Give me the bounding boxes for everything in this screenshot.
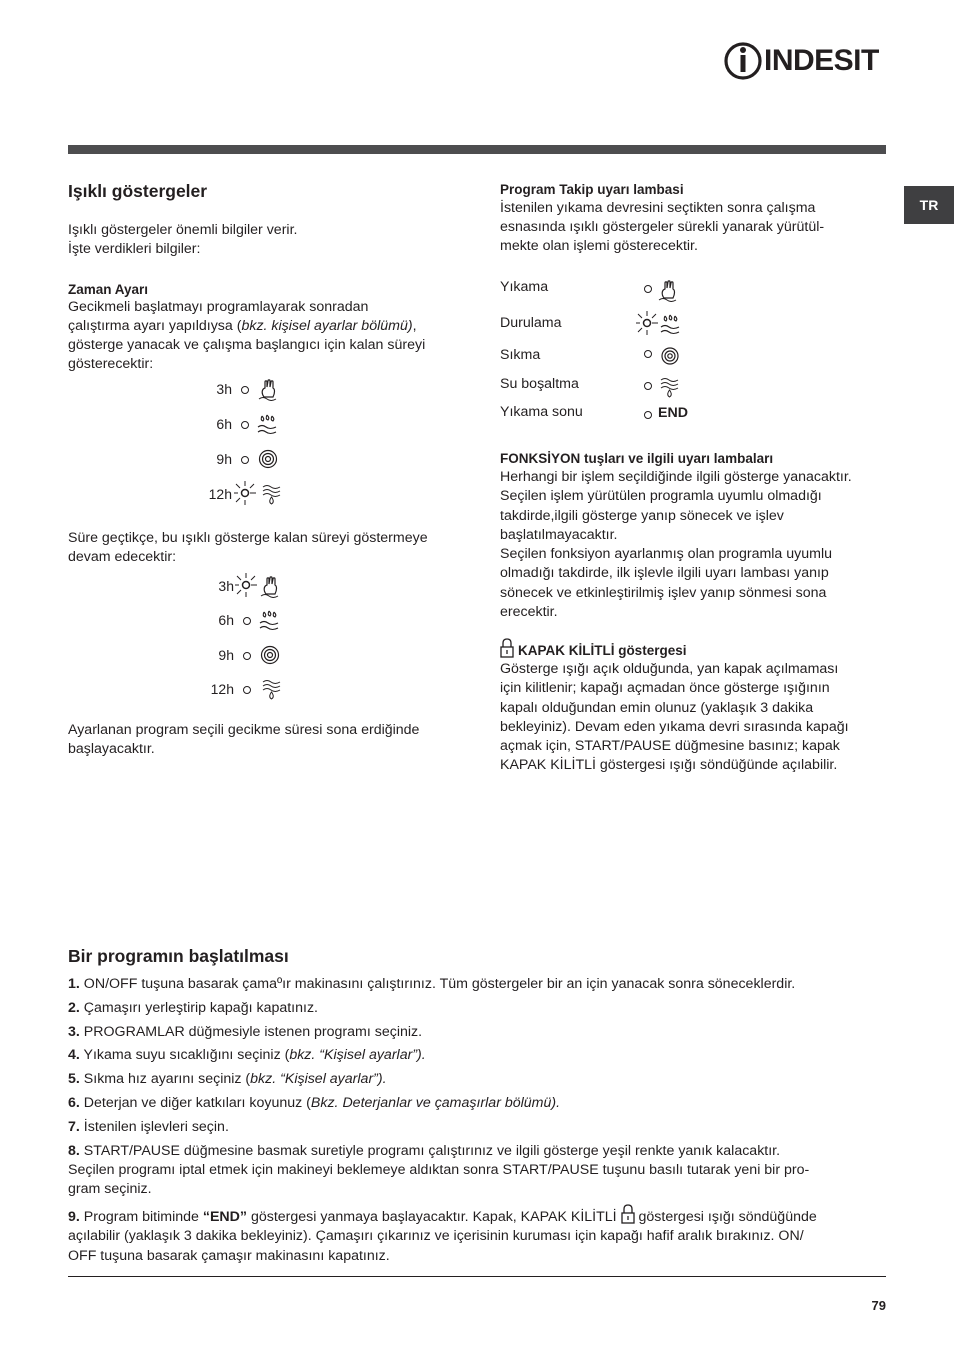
section-title-start-program: Bir programın başlatılması	[68, 946, 289, 966]
spin-icon	[258, 643, 282, 667]
hour-label: 12h	[208, 486, 232, 502]
function-keys-text	[500, 468, 900, 622]
rinse-icon	[659, 312, 683, 336]
hour-label: 12h	[210, 681, 234, 697]
indicator-led	[644, 411, 652, 419]
step-9-line-3: OFF tuşuna basarak çamaşır makinasını kapatınız.	[68, 1247, 390, 1264]
hour-label: 9h	[216, 451, 232, 467]
rinse-icon	[256, 412, 280, 436]
indicator-led	[644, 350, 652, 358]
timer-line-3: gösterge yanacak ve çalışma başlangıcı için kalan süreyi	[68, 337, 426, 353]
indicator-led	[243, 686, 251, 694]
phase-label: Yıkama	[500, 279, 549, 295]
hour-label: 6h	[218, 612, 234, 628]
text-line: için kilitlenir; kapağı açmadan önce gösterge ışığının	[500, 680, 830, 697]
logo-i-icon	[724, 40, 762, 82]
language-tab: TR	[904, 186, 954, 224]
step-2: 2. Çamaşırı yerleştirip kapağı kapatınız.	[68, 999, 318, 1016]
drain-icon	[260, 677, 284, 701]
text-line: kapalı olduğundan emin olunuz (yaklaşık 3 dakika	[500, 699, 814, 716]
step-3: 3. PROGRAMLAR düğmesiyle istenen programı seçiniz.	[68, 1023, 423, 1040]
program-tracking-heading: Program Takip uyarı lambasi	[500, 182, 684, 197]
text-line: Herhangi bir işlem seçildiğinde ilgili gösterge yanacaktır.	[500, 469, 852, 485]
hour-label: 9h	[218, 647, 234, 663]
indicator-led	[241, 421, 249, 429]
lock-icon	[500, 638, 514, 658]
brand-logo	[724, 40, 889, 82]
blinking-led-icon	[233, 480, 257, 506]
spin-icon	[256, 447, 280, 471]
step-6: 6. Deterjan ve diğer katkıları koyunuz (Bkz. Deterjanlar ve çamaşırlar bölümü).	[68, 1094, 561, 1111]
footer-rule	[68, 1276, 886, 1277]
section-title-indicators: Işıklı göstergeler	[68, 181, 208, 201]
mid-line-2: devam edecektir:	[68, 549, 177, 565]
drain-icon	[260, 482, 284, 506]
blinking-led-icon	[234, 572, 258, 598]
brand-logo-text: INDESIT	[764, 44, 879, 77]
step-4: 4. Yıkama suyu sıcaklığını seçiniz (bkz. “Kişisel ayarlar”).	[68, 1047, 426, 1064]
text-line: açmak için, START/PAUSE düğmesine basınız; kapak	[500, 738, 840, 755]
timer-line-2: çalıştırma ayarı yapıldıysa (bkz. kişisel ayarlar bölümü),	[68, 318, 417, 334]
mid-line-1: Süre geçtikçe, bu ışıklı gösterge kalan süreyi göstermeye	[68, 530, 428, 546]
text-line: bekleyiniz). Devam eden yıkama devri sırasında kapağı	[500, 718, 849, 735]
timer-line-1: Gecikmeli başlatmayı programlayarak sonradan	[68, 299, 369, 315]
end-line-1: Ayarlanan program seçili gecikme süresi sona erdiğinde	[68, 722, 420, 738]
function-keys-heading: FONKSİYON tuşları ve ilgili uyarı lambaları	[500, 451, 774, 466]
door-lock-text	[500, 660, 900, 776]
prog-line-3: mekte olan işlemi gösterecektir.	[500, 238, 698, 254]
lock-icon	[621, 1204, 635, 1224]
step-8-line-2: Seçilen programı iptal etmek için makineyi beklemeye aldıktan sonra START/PAUSE tuşunu basılı tutarak yeni bir pro-	[68, 1161, 810, 1178]
phase-label: Su boşaltma	[500, 376, 579, 392]
phase-label: Durulama	[500, 315, 562, 331]
step-9-line-2: açılabilir (yaklaşık 3 dakika bekleyiniz). Çamaşırı çıkarınız ve içerisinin kuruması için kapağı hafif aralık bırakınız. ON/	[68, 1228, 804, 1245]
blinking-led-icon	[635, 310, 659, 336]
text-line: Seçilen işlem yürütülen programla uyumlu olmadığı	[500, 488, 822, 505]
wash-hand-icon	[656, 278, 680, 302]
page-number: 79	[871, 1298, 886, 1313]
step-1: 1. ON/OFF tuşuna basarak çamaºır makinasını çalıştırınız. Tüm göstergeler bir an için yanacak sonra söneceklerdir.	[68, 976, 796, 992]
step-9: 9. Program bitiminde “END” göstergesi yanmaya başlayacaktır. Kapak, KAPAK KİLİTLİ göstergesi ışığı söndüğünde	[68, 1204, 886, 1227]
header-rule	[68, 145, 886, 154]
door-lock-heading	[500, 638, 900, 661]
timer-line-4: gösterecektir:	[68, 356, 154, 372]
step-8: 8. START/PAUSE düğmesine basmak suretiyle programı çalıştırınız ve ilgili gösterge yeşil renkte yanık kalacaktır.	[68, 1142, 781, 1159]
spin-icon	[658, 344, 682, 368]
text-line: başlatılmayacaktır.	[500, 526, 618, 543]
indicator-led	[243, 617, 251, 625]
text-line: KAPAK KİLİTLİ göstergesi ışığı söndüğünde açılabilir.	[500, 757, 838, 774]
indicator-led	[241, 456, 249, 464]
phase-label: Yıkama sonu	[500, 404, 583, 420]
indicator-led	[243, 652, 251, 660]
rinse-icon	[258, 608, 282, 632]
timer-heading: Zaman Ayarı	[68, 282, 149, 297]
start-steps-list	[68, 975, 886, 1270]
intro-line-1: Işıklı göstergeler önemli bilgiler verir.	[68, 222, 298, 238]
indicator-led	[241, 386, 249, 394]
indicator-led	[644, 285, 652, 293]
phase-label: Sıkma	[500, 347, 541, 363]
text-line: takdirde,ilgili gösterge yanıp sönecek ve işlev	[500, 507, 784, 524]
wash-hand-icon	[258, 574, 282, 598]
step-7: 7. İstenilen işlevleri seçin.	[68, 1118, 229, 1135]
text-line: Gösterge ışığı açık olduğunda, yan kapak açılmaması	[500, 661, 839, 677]
text-line: sönecek ve etkinleştirilmiş işlev yanıp sönmesi sona	[500, 584, 827, 601]
end-indicator-label: END	[658, 405, 688, 421]
drain-icon	[658, 375, 682, 399]
step-8-line-3: gram seçiniz.	[68, 1181, 152, 1198]
step-5: 5. Sıkma hız ayarını seçiniz (bkz. “Kişisel ayarlar”).	[68, 1071, 387, 1088]
hour-label: 3h	[218, 578, 234, 594]
indicator-led	[644, 382, 652, 390]
text-line: Seçilen fonksiyon ayarlanmış olan programla uyumlu	[500, 546, 832, 563]
intro-line-2: İşte verdikleri bilgiler:	[68, 241, 201, 257]
prog-line-1: İstenilen yıkama devresini seçtikten sonra çalışma	[500, 200, 816, 216]
prog-line-2: esnasında ışıklı göstergeler sürekli yanarak yürütül-	[500, 219, 825, 235]
wash-hand-icon	[256, 377, 280, 401]
door-lock-heading-text: KAPAK KİLİTLİ göstergesi	[517, 643, 687, 658]
text-line: erecektir.	[500, 604, 558, 621]
hour-label: 6h	[216, 416, 232, 432]
text-line: olmadığı takdirde, ilk işlevle ilgili uyarı lambası yanıp	[500, 565, 829, 582]
hour-label: 3h	[216, 381, 232, 397]
end-line-2: başlayacaktır.	[68, 741, 155, 757]
